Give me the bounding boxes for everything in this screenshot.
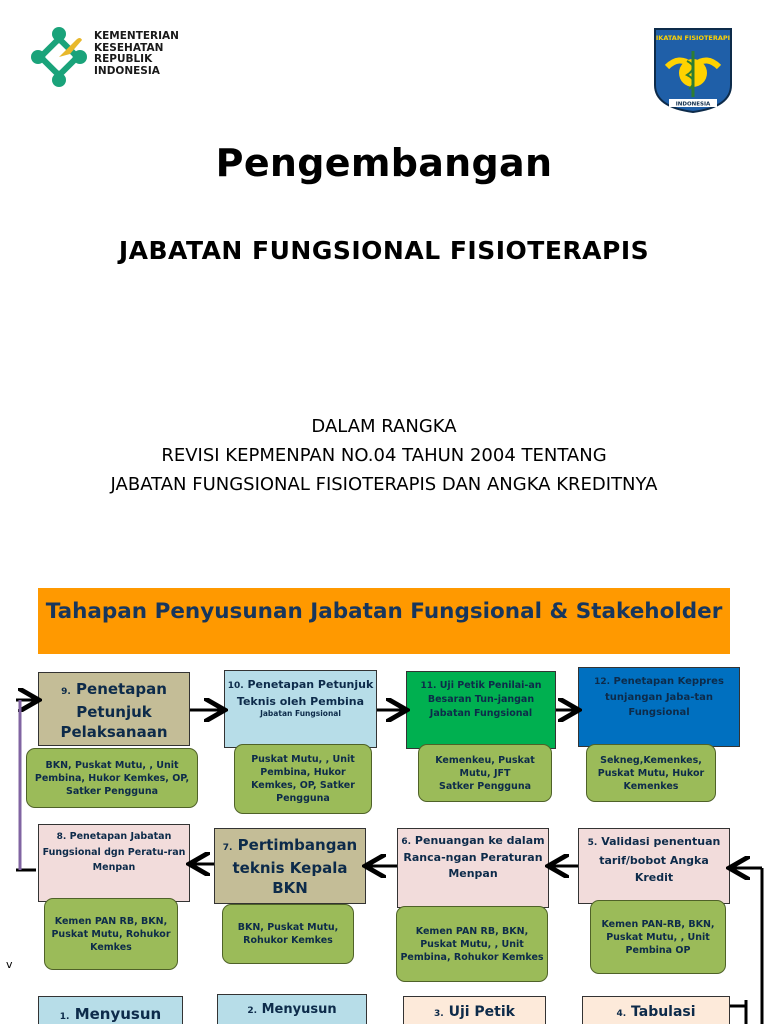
step-11-number: 11.	[420, 681, 437, 691]
step-2-number: 2.	[247, 1006, 258, 1016]
stakeholder-11	[418, 744, 552, 802]
step-9-box	[38, 672, 190, 746]
stakeholder-11-line-2: Satker Pengguna	[439, 780, 531, 792]
stakeholder-8: Kemen PAN RB, BKN, Puskat Mutu, Rohukor Kemkes	[44, 898, 178, 970]
ifi-emblem	[653, 27, 733, 114]
step-10-box	[224, 670, 377, 748]
stakeholder-6: Kemen PAN RB, BKN, Puskat Mutu, , Unit Pembina, Rohukor Kemkes	[396, 906, 548, 982]
step-1-label: Menyusun	[74, 1005, 162, 1023]
step-8-number: 8.	[56, 832, 67, 842]
context-line-1: DALAM RANGKA	[311, 416, 457, 437]
page-subtitle: JABATAN FUNGSIONAL FISIOTERAPIS	[118, 236, 650, 265]
step-7-number: 7.	[222, 843, 233, 853]
stakeholder-5: Kemen PAN-RB, BKN, Puskat Mutu, , Unit Pembina OP	[590, 900, 726, 974]
step-3-label: Uji Petik	[448, 1004, 515, 1020]
step-12-box	[578, 667, 740, 747]
step-3-box	[403, 996, 546, 1024]
step-6-number: 6.	[401, 837, 412, 847]
ifi-top-text: IKATAN FISIOTERAPI	[655, 34, 731, 42]
step-1-number: 1.	[59, 1012, 70, 1022]
context-line-2: REVISI KEPMENPAN NO.04 TAHUN 2004 TENTANG	[161, 445, 607, 466]
step-10-number: 10.	[227, 681, 244, 691]
step-11-box	[406, 671, 556, 749]
kemenkes-line-4: INDONESIA	[94, 64, 160, 77]
page-title: Pengembangan	[215, 141, 553, 185]
kemenkes-wordmark	[94, 31, 179, 77]
kemenkes-line-2: KESEHATAN	[94, 41, 164, 54]
stages-banner: Tahapan Penyusunan Jabatan Fungsional & Stakeholder	[38, 588, 730, 654]
kemenkes-logo	[30, 26, 179, 88]
step-3-number: 3.	[434, 1009, 444, 1019]
stakeholder-12: Sekneg,Kemenkes, Puskat Mutu, Hukor Kemenkes	[586, 744, 716, 802]
step-5-label: Validasi penentuan tarif/bobot Angka Kredit	[599, 835, 721, 884]
context-block	[0, 412, 768, 499]
step-7-label: Pertimbangan teknis Kepala BKN	[232, 836, 358, 897]
step-11-label: Uji Petik Penilai-an Besaran Tun-jangan Jabatan Fungsional	[427, 680, 542, 719]
step-1-box	[38, 996, 183, 1024]
tick-mark: v	[6, 958, 13, 971]
stakeholder-10: Puskat Mutu, , Unit Pembina, Hukor Kemkes, OP, Satker Pengguna	[234, 744, 372, 814]
step-5-box	[578, 828, 730, 904]
step-6-label: Penuangan ke dalam Ranca-ngan Peraturan Menpan	[403, 834, 545, 880]
step-5-number: 5.	[587, 838, 598, 848]
stakeholder-11-line-1: Kemenkeu, Puskat Mutu, JFT	[435, 754, 535, 779]
kemenkes-line-1: KEMENTERIAN	[94, 30, 179, 42]
stakeholder-9: BKN, Puskat Mutu, , Unit Pembina, Hukor Kemkes, OP, Satker Pengguna	[26, 748, 198, 808]
step-6-box	[397, 828, 549, 908]
step-4-box	[582, 996, 730, 1024]
step-7-box	[214, 828, 366, 904]
step-4-label: Tabulasi	[631, 1004, 696, 1020]
kemenkes-leaf-icon	[30, 26, 90, 88]
stakeholder-7: BKN, Puskat Mutu, Rohukor Kemkes	[222, 904, 354, 964]
step-10-label: Penetapan Petunjuk Teknis oleh Pembina	[236, 678, 374, 708]
step-12-label: Penetapan Keppres tunjangan Jaba-tan Fungsional	[605, 676, 724, 718]
context-line-3: JABATAN FUNGSIONAL FISIOTERAPIS DAN ANGKA KREDITNYA	[110, 474, 658, 495]
step-9-number: 9.	[61, 687, 71, 697]
step-2-box	[217, 994, 367, 1024]
step-9-label: Penetapan Petunjuk Pelaksanaan	[60, 680, 168, 741]
ifi-shield-icon	[653, 27, 733, 114]
step-8-box	[38, 824, 190, 902]
ifi-bottom-text: INDONESIA	[675, 101, 711, 108]
kemenkes-line-3: REPUBLIK	[94, 53, 153, 65]
step-10-sublabel: Jabatan Fungsional	[260, 709, 341, 718]
step-12-number: 12.	[594, 677, 611, 687]
step-2-label: Menyusun	[261, 1002, 337, 1017]
step-8-label: Penetapan Jabatan Fungsional dgn Peratu-ran Menpan	[42, 831, 186, 873]
step-4-number: 4.	[616, 1009, 627, 1019]
